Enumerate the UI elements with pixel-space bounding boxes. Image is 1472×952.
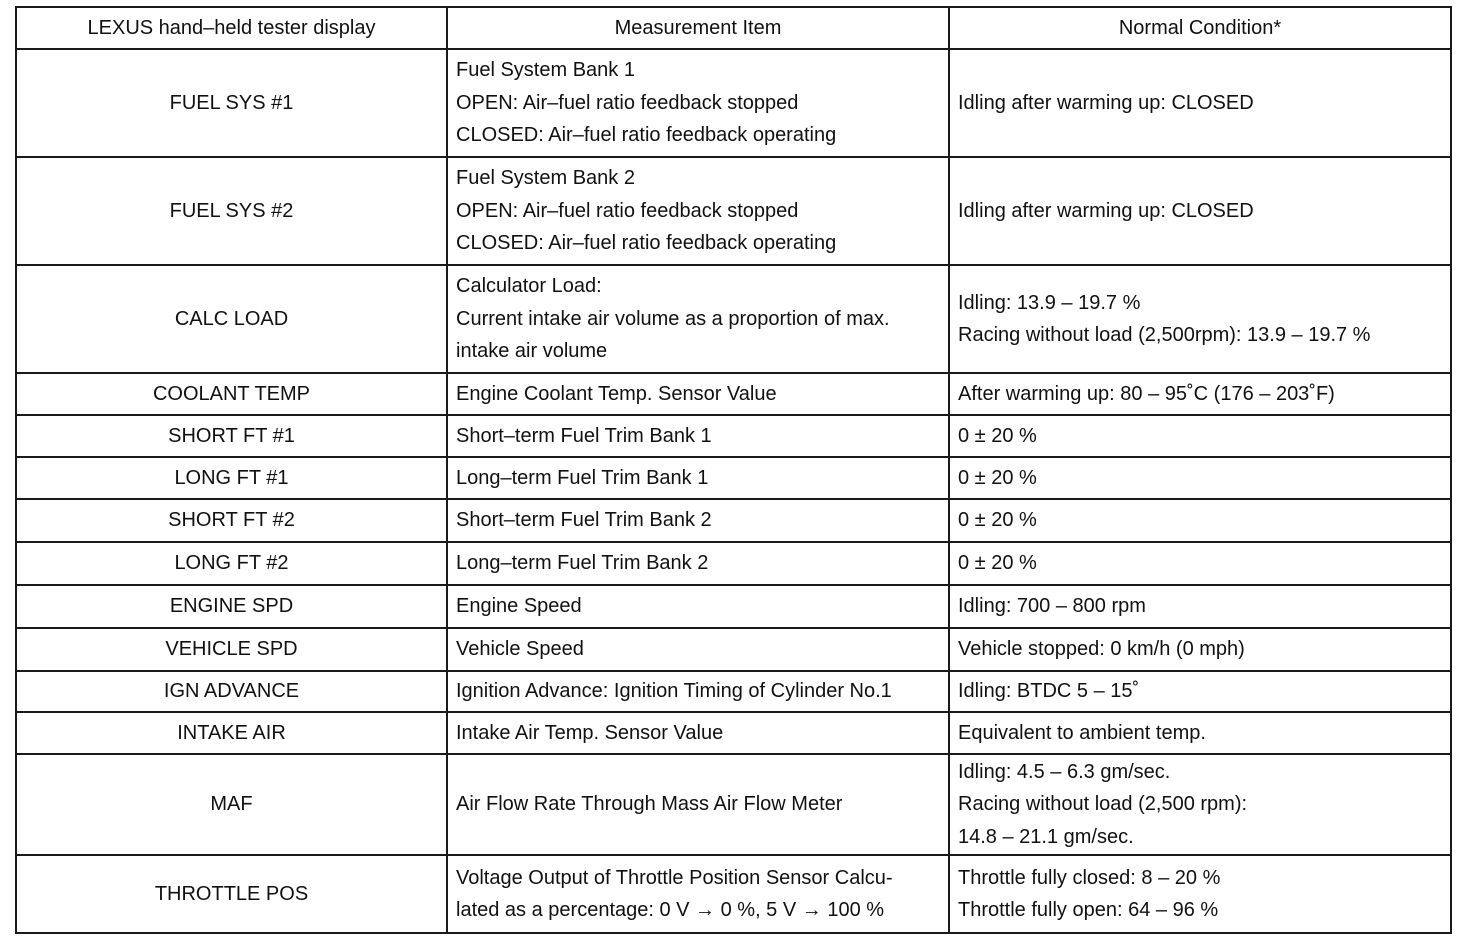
cell-display: SHORT FT #1 (16, 415, 447, 457)
measurement-line: lated as a percentage: 0 V → 0 %, 5 V → 100 % (456, 899, 885, 921)
header-row (16, 7, 1451, 49)
header-normal-condition: Normal Condition* (949, 7, 1451, 49)
table-row (16, 628, 1451, 671)
cell-display: FUEL SYS #2 (16, 157, 447, 265)
condition-line: After warming up: 80 – 95˚C (176 – 203˚F) (958, 382, 1335, 405)
cell-normal-condition (949, 415, 1451, 457)
table-row (16, 157, 1451, 265)
measurement-line: Intake Air Temp. Sensor Value (456, 721, 724, 744)
condition-line: 0 ± 20 % (958, 466, 1037, 489)
table-row (16, 49, 1451, 157)
table-row (16, 754, 1451, 855)
measurement-line: CLOSED: Air–fuel ratio feedback operating (456, 232, 837, 255)
cell-display: CALC LOAD (16, 265, 447, 373)
cell-normal-condition (949, 542, 1451, 585)
spec-table-container (15, 6, 1450, 934)
condition-line: 0 ± 20 % (958, 552, 1037, 575)
cell-display: ENGINE SPD (16, 585, 447, 628)
condition-line: Racing without load (2,500rpm): 13.9 – 19.7 % (958, 324, 1371, 346)
cell-measurement-item (447, 157, 949, 265)
cell-normal-condition (949, 157, 1451, 265)
cell-display: LONG FT #1 (16, 457, 447, 499)
measurement-line: Short–term Fuel Trim Bank 2 (456, 509, 712, 532)
cell-measurement-item (447, 499, 949, 542)
measurement-line: Fuel System Bank 2 (456, 167, 635, 190)
cell-measurement-item (447, 671, 949, 712)
cell-display: FUEL SYS #1 (16, 49, 447, 157)
measurement-line: Air Flow Rate Through Mass Air Flow Meter (456, 793, 843, 816)
cell-display: IGN ADVANCE (16, 671, 447, 712)
condition-line: 14.8 – 21.1 gm/sec. (958, 825, 1134, 848)
header-display: LEXUS hand–held tester display (16, 7, 447, 49)
cell-measurement-item (447, 754, 949, 855)
condition-line: Idling: 4.5 – 6.3 gm/sec. (958, 760, 1171, 783)
cell-normal-condition (949, 671, 1451, 712)
table-row (16, 499, 1451, 542)
measurement-line: OPEN: Air–fuel ratio feedback stopped (456, 199, 799, 222)
cell-normal-condition (949, 457, 1451, 499)
spec-table (15, 6, 1452, 934)
cell-display: THROTTLE POS (16, 855, 447, 933)
table-body (16, 49, 1451, 933)
cell-display: MAF (16, 754, 447, 855)
header-measurement-item: Measurement Item (447, 7, 949, 49)
measurement-line: Engine Coolant Temp. Sensor Value (456, 382, 777, 405)
condition-line: Idling after warming up: CLOSED (958, 91, 1254, 114)
measurement-line: CLOSED: Air–fuel ratio feedback operating (456, 124, 837, 147)
table-row (16, 373, 1451, 415)
condition-line: Idling: 700 – 800 rpm (958, 595, 1146, 618)
cell-measurement-item (447, 542, 949, 585)
condition-line: Idling after warming up: CLOSED (958, 199, 1254, 222)
cell-normal-condition (949, 265, 1451, 373)
cell-display: SHORT FT #2 (16, 499, 447, 542)
condition-line: 0 ± 20 % (958, 424, 1037, 447)
table-row (16, 415, 1451, 457)
cell-measurement-item (447, 628, 949, 671)
measurement-line: Ignition Advance: Ignition Timing of Cylinder No.1 (456, 680, 892, 703)
measurement-line: Calculator Load: (456, 275, 602, 298)
measurement-line: Vehicle Speed (456, 638, 584, 661)
measurement-line: intake air volume (456, 340, 608, 363)
condition-line: Throttle fully open: 64 – 96 % (958, 899, 1219, 921)
cell-normal-condition (949, 585, 1451, 628)
cell-normal-condition (949, 754, 1451, 855)
cell-measurement-item (447, 855, 949, 933)
condition-line: Throttle fully closed: 8 – 20 % (958, 866, 1221, 889)
condition-line: Idling: BTDC 5 – 15˚ (958, 680, 1140, 703)
measurement-line: Long–term Fuel Trim Bank 2 (456, 552, 709, 575)
cell-normal-condition (949, 373, 1451, 415)
cell-display: VEHICLE SPD (16, 628, 447, 671)
table-row (16, 855, 1451, 933)
cell-display: COOLANT TEMP (16, 373, 447, 415)
measurement-line: Fuel System Bank 1 (456, 59, 635, 82)
condition-line: Idling: 13.9 – 19.7 % (958, 291, 1141, 314)
cell-measurement-item (447, 457, 949, 499)
cell-measurement-item (447, 712, 949, 754)
cell-measurement-item (447, 585, 949, 628)
cell-display: INTAKE AIR (16, 712, 447, 754)
condition-line: 0 ± 20 % (958, 509, 1037, 532)
measurement-line: Current intake air volume as a proportion of max. (456, 307, 890, 330)
cell-normal-condition (949, 628, 1451, 671)
condition-line: Equivalent to ambient temp. (958, 721, 1206, 744)
measurement-line: Engine Speed (456, 595, 582, 618)
cell-normal-condition (949, 49, 1451, 157)
cell-normal-condition (949, 855, 1451, 933)
table-header (16, 7, 1451, 49)
cell-normal-condition (949, 712, 1451, 754)
cell-display: LONG FT #2 (16, 542, 447, 585)
cell-measurement-item (447, 265, 949, 373)
table-row (16, 712, 1451, 754)
table-row (16, 542, 1451, 585)
measurement-line: Short–term Fuel Trim Bank 1 (456, 424, 712, 447)
table-row (16, 265, 1451, 373)
table-row (16, 671, 1451, 712)
cell-measurement-item (447, 415, 949, 457)
cell-measurement-item (447, 49, 949, 157)
condition-line: Vehicle stopped: 0 km/h (0 mph) (958, 638, 1245, 661)
table-row (16, 457, 1451, 499)
condition-line: Racing without load (2,500 rpm): (958, 793, 1248, 816)
table-row (16, 585, 1451, 628)
measurement-line: Voltage Output of Throttle Position Sensor Calcu- (456, 866, 893, 889)
measurement-line: OPEN: Air–fuel ratio feedback stopped (456, 91, 799, 114)
cell-measurement-item (447, 373, 949, 415)
cell-normal-condition (949, 499, 1451, 542)
measurement-line: Long–term Fuel Trim Bank 1 (456, 466, 709, 489)
